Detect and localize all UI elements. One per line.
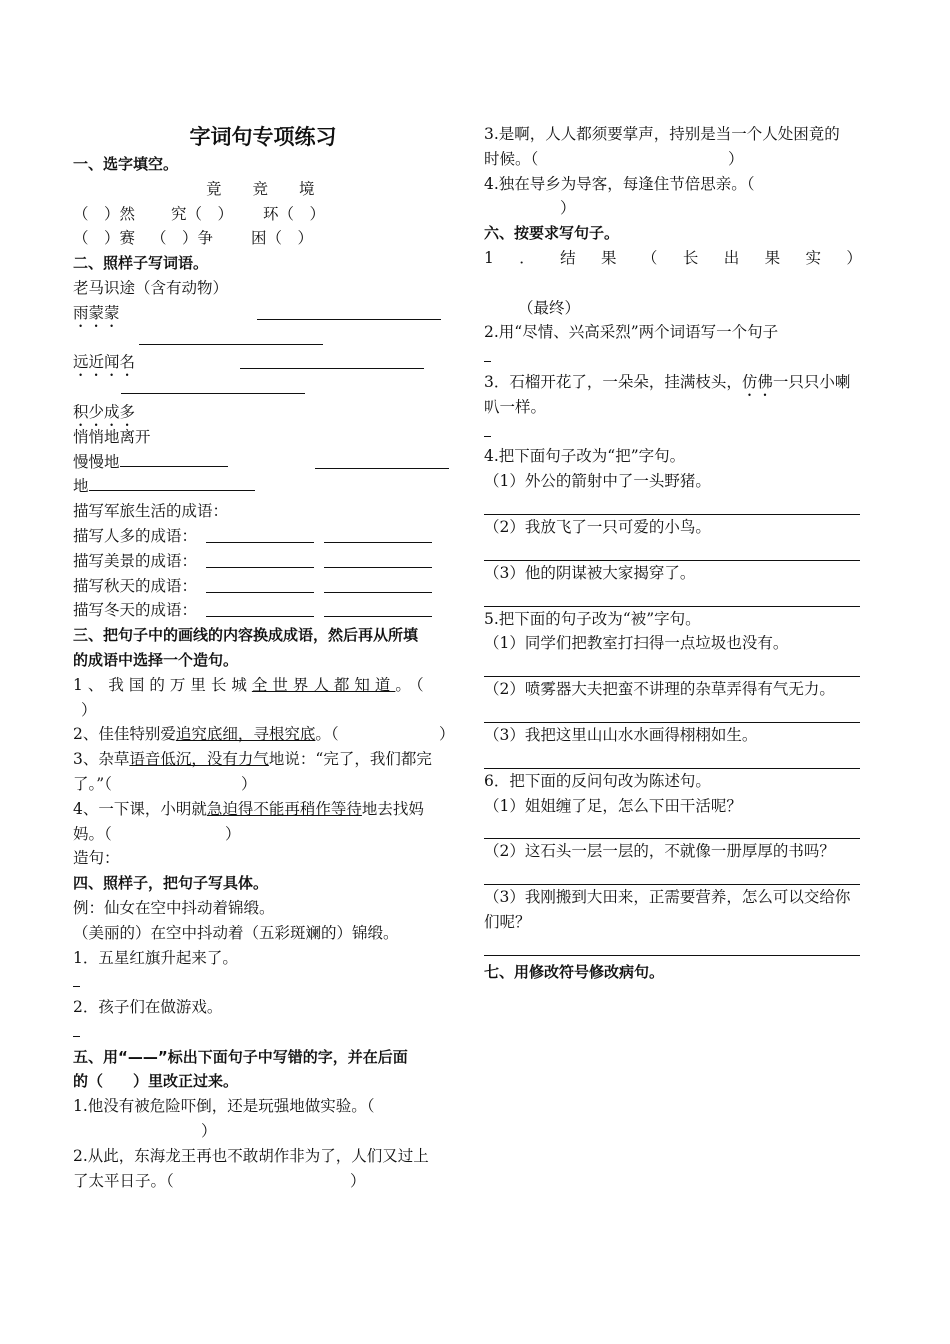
idiom-prompt: 描写秋天的成语： xyxy=(73,576,198,595)
answer-line[interactable] xyxy=(484,540,860,561)
idiom-sentence xyxy=(73,747,453,772)
page-title: 字词句专项练习 xyxy=(189,125,337,149)
spread-char: 实 xyxy=(805,248,821,267)
answer-blank[interactable] xyxy=(324,528,432,543)
answer-line[interactable] xyxy=(73,1020,453,1045)
expand-question: 2．孩子们在做游戏。 xyxy=(73,998,223,1017)
section-4-heading: 四、照样子，把句子写具体。 xyxy=(73,874,269,893)
sentence-text: 地去找妈 xyxy=(361,799,424,818)
answer-line[interactable] xyxy=(484,818,860,839)
sentence-text: 地说：“完了，我们都完 xyxy=(268,750,432,769)
idiom-sentence xyxy=(73,797,453,822)
example-expanded: （美丽的）在空中抖动着（五彩斑斓的）锦缎。 xyxy=(73,923,399,942)
spread-char: 出 xyxy=(723,248,740,267)
sentence-text: 4、一下课，小明就 xyxy=(73,799,207,818)
make-sentence-label: 造句： xyxy=(73,849,120,868)
choice-item: （ ）争 xyxy=(151,229,214,248)
idiom-line xyxy=(73,598,453,623)
spacer xyxy=(484,271,862,296)
sentence-text: 1、我国的万里长城 xyxy=(73,675,252,694)
answer-blank[interactable] xyxy=(257,305,441,320)
rewrite-question-4: 4.把下面句子改为“把”字句。 xyxy=(484,447,686,466)
answer-line[interactable] xyxy=(484,345,862,370)
answer-mark xyxy=(73,1026,80,1037)
spread-char: 果 xyxy=(601,248,617,267)
choice-row-2 xyxy=(73,226,453,251)
underlined-phrase: 急迫得不能再稍作等待 xyxy=(206,799,362,818)
sentence-text: 3、杂草 xyxy=(73,750,130,769)
typo-question: 2.从此，东海龙王再也不敢胡作非为了，人们又过上 xyxy=(73,1146,429,1165)
idiom-sentence-cont xyxy=(73,822,453,847)
word-line xyxy=(73,400,453,425)
word-line xyxy=(73,301,453,326)
sentence-text: 了太平日子。（ xyxy=(73,1171,174,1190)
answer-mark xyxy=(73,976,80,987)
typo-question: 3.是啊，人人都须要掌声，持别是当一个人处困竟的 xyxy=(484,125,840,143)
sentence-text: 2、佳佳特别爱 xyxy=(73,725,176,744)
answer-blank[interactable] xyxy=(240,354,424,369)
word-example: 老马识途（含有动物） xyxy=(73,278,229,297)
idiom-prompt: 描写美景的成语： xyxy=(73,551,198,570)
sentence-text: 3．石榴开花了，一朵朵，挂满枝头， xyxy=(484,372,742,391)
word-line xyxy=(73,425,453,450)
answer-blank[interactable] xyxy=(324,553,432,568)
sentence-text: ） xyxy=(241,774,257,793)
answer-line[interactable] xyxy=(484,935,860,956)
idiom-prompt: 描写人多的成语： xyxy=(73,526,198,545)
section-1-heading: 一、选字填空。 xyxy=(73,155,179,173)
answer-blank[interactable] xyxy=(324,578,432,593)
rewrite-question-3 xyxy=(484,370,862,395)
rewrite-question-3-cont: 叭一样。 xyxy=(484,397,547,416)
typo-question: 4.独在导乡为导客，每逢住节倍思亲。（ xyxy=(484,174,755,193)
sub-question: （2）这石头一层一层的，不就像一册厚厚的书吗？ xyxy=(484,842,835,861)
sentence-text: ） xyxy=(225,824,241,843)
section-3-heading-cont: 的成语中选择一个造句。 xyxy=(73,650,239,669)
idiom-sentence-cont xyxy=(73,772,453,797)
answer-mark xyxy=(484,426,491,437)
answer-blank[interactable] xyxy=(315,454,449,469)
idiom-sentence xyxy=(73,673,453,698)
idiom-sentence-end: ） xyxy=(81,700,97,719)
word-prompt: 雨蒙蒙 xyxy=(73,303,120,322)
section-5-heading-cont: 的（ ）里改正过来。 xyxy=(73,1072,239,1091)
sub-question-cont: 们呢？ xyxy=(484,912,531,931)
choice-item: 究（ ） xyxy=(171,204,234,223)
sentence-text: ） xyxy=(439,725,455,744)
section-5-heading: 五、用“——”标出下面句子中写错的字，并在后面 xyxy=(73,1047,408,1066)
answer-line[interactable] xyxy=(484,586,860,607)
typo-question: 1.他没有被危险吓倒，还是玩强地做实验。（ xyxy=(73,1097,375,1116)
idiom-line xyxy=(73,549,453,574)
answer-line[interactable] xyxy=(484,864,860,885)
dotted-word: 仿佛 xyxy=(741,372,773,391)
section-3-heading: 三、把句子中的画线的内容换成成语，然后再从所填 xyxy=(73,626,419,645)
answer-blank[interactable] xyxy=(139,330,323,345)
idiom-prompt: 描写冬天的成语： xyxy=(73,601,198,620)
rewrite-question-1 xyxy=(484,246,862,271)
typo-question-cont xyxy=(484,147,862,172)
typo-question-end: ） xyxy=(560,199,576,218)
word-line xyxy=(73,350,453,375)
choice-row-1 xyxy=(73,202,453,227)
sentence-text: ） xyxy=(350,1171,366,1190)
sentence-text: 。（ xyxy=(395,675,429,694)
spread-char: 长 xyxy=(682,248,699,267)
sub-question: （1）外公的箭射中了一头野猪。 xyxy=(484,472,711,491)
sub-question: （3）我刚搬到大田来，正需要营养，怎么可以交给你 xyxy=(484,888,851,907)
spread-char: ） xyxy=(846,248,862,267)
spread-char: ． xyxy=(519,248,535,267)
choice-item: （ ）然 xyxy=(73,204,136,223)
sentence-text: ） xyxy=(728,149,744,168)
word-prompt: 地 xyxy=(73,477,89,496)
word-prompt: 积少成多 xyxy=(73,402,136,421)
answer-blank[interactable] xyxy=(206,553,314,568)
left-column xyxy=(73,122,453,1193)
choice-item: 环（ ） xyxy=(263,204,326,223)
spread-char: （ xyxy=(641,248,658,267)
answer-mark xyxy=(484,351,491,362)
rewrite-question-1-hint: （最终） xyxy=(518,298,581,317)
sub-question: （3）我把这里山山水水画得栩栩如生。 xyxy=(484,725,758,744)
word-prompt: 远近闻名 xyxy=(73,353,136,372)
answer-blank[interactable] xyxy=(206,528,314,543)
choice-item: （ ）赛 xyxy=(73,229,136,248)
underlined-phrase: 语音低沉，没有力气 xyxy=(129,750,269,769)
answer-blank[interactable] xyxy=(89,476,255,491)
choice-characters: 竟 竞 境 xyxy=(206,179,315,198)
idiom-prompt: 描写军旅生活的成语： xyxy=(73,502,229,521)
sub-question: （1）同学们把教室打扫得一点垃圾也没有。 xyxy=(484,634,789,653)
idiom-line xyxy=(73,524,453,549)
sentence-text: 。（ xyxy=(315,725,339,744)
answer-line[interactable] xyxy=(73,970,453,995)
rewrite-question-5: 5.把下面的句子改为“被”字句。 xyxy=(484,609,701,628)
word-line xyxy=(73,375,453,400)
answer-line[interactable] xyxy=(484,494,860,515)
section-7-heading: 七、用修改符号修改病句。 xyxy=(484,962,665,981)
answer-blank[interactable] xyxy=(121,379,305,394)
underlined-phrase: 追究底细，寻根究底 xyxy=(175,725,316,744)
sentence-text: 妈。（ xyxy=(73,824,112,843)
answer-blank[interactable] xyxy=(120,452,228,467)
answer-line[interactable] xyxy=(484,748,860,769)
answer-line[interactable] xyxy=(484,656,860,677)
word-line xyxy=(73,450,453,475)
right-column xyxy=(484,122,862,985)
answer-line[interactable] xyxy=(484,420,862,445)
example-sentence: 例：仙女在空中抖动着锦缎。 xyxy=(73,898,275,917)
rewrite-question-6: 6．把下面的反问句改为陈述句。 xyxy=(484,771,711,790)
sentence-text: 时候。（ xyxy=(484,149,539,168)
answer-line[interactable] xyxy=(484,702,860,723)
word-prompt: 慢慢地 xyxy=(73,452,120,471)
idiom-line xyxy=(73,499,453,524)
sub-question: （2）我放飞了一只可爱的小鸟。 xyxy=(484,517,711,536)
sentence-text: 了。”（ xyxy=(73,774,112,793)
section-2-heading: 二、照样子写词语。 xyxy=(73,254,209,273)
answer-blank[interactable] xyxy=(206,578,314,593)
spread-char: 果 xyxy=(764,248,781,267)
spread-char: 结 xyxy=(560,248,576,267)
sentence-text: 一只只小喇 xyxy=(772,372,851,391)
rewrite-question-2: 2.用“尽情、兴高采烈”两个词语写一个句子 xyxy=(484,323,779,342)
spread-char: 1 xyxy=(484,248,494,267)
section-6-heading: 六、按要求写句子。 xyxy=(484,224,620,243)
expand-question: 1．五星红旗升起来了。 xyxy=(73,948,238,967)
word-line xyxy=(73,326,453,351)
sub-question: （3）他的阴谋被大家揭穿了。 xyxy=(484,563,696,582)
underlined-phrase: 全世界人都知道 xyxy=(251,675,396,694)
idiom-line xyxy=(73,574,453,599)
answer-blank[interactable] xyxy=(324,602,432,617)
idiom-sentence xyxy=(73,722,453,747)
typo-question-end: ） xyxy=(201,1122,217,1141)
answer-blank[interactable] xyxy=(206,602,314,617)
sub-question: （2）喷雾器大夫把蛮不讲理的杂草弄得有气无力。 xyxy=(484,680,835,699)
choice-item: 困（ ） xyxy=(251,229,314,248)
word-line xyxy=(73,474,453,499)
word-prompt: 悄悄地离开 xyxy=(73,427,151,446)
sub-question: （1）姐姐缠了足，怎么下田干活呢？ xyxy=(484,796,742,815)
typo-question-cont xyxy=(73,1169,453,1194)
